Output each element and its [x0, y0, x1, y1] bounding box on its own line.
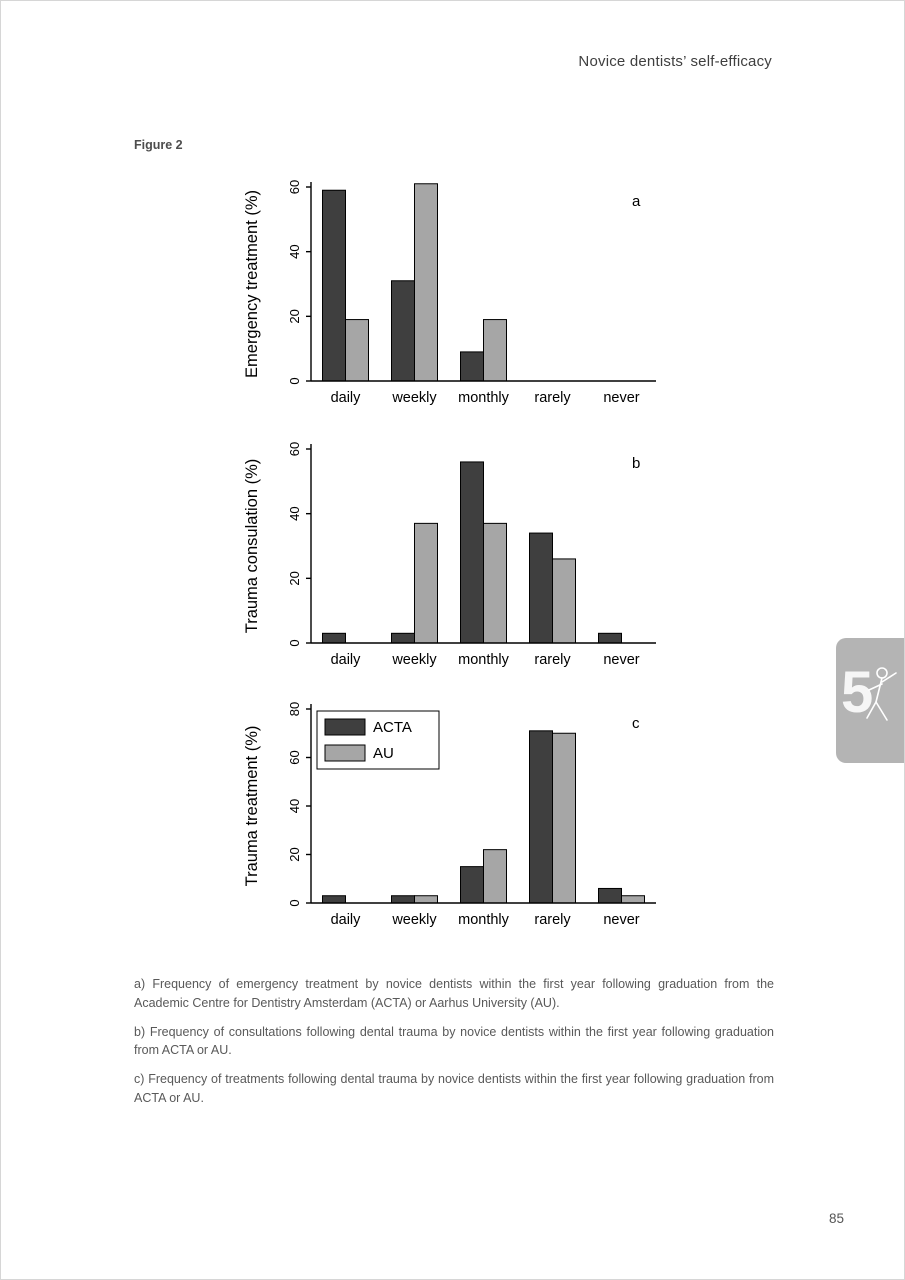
x-category-label: monthly [458, 652, 509, 668]
y-tick-label: 60 [287, 179, 302, 195]
y-tick-label: 20 [287, 571, 302, 586]
y-tick-label: 0 [287, 899, 302, 907]
x-category-label: monthly [458, 390, 509, 406]
caption-c: c) Frequency of treatments following dental trauma by novice dentists within the first year following graduation from ACTA or AU. [134, 1072, 774, 1105]
y-axis-title: Trauma consulation (%) [243, 458, 261, 634]
caption-a: a) Frequency of emergency treatment by novice dentists within the first year following graduation from the Academic Centre for Dentistry Amsterdam (ACTA) or Aarhus University (AU). [134, 977, 774, 1010]
bar-ACTA-monthly [461, 462, 484, 643]
x-category-label: daily [330, 912, 361, 928]
y-axis-title: Trauma treatment (%) [243, 725, 261, 887]
x-category-label: rarely [534, 652, 571, 668]
x-category-label: never [603, 390, 640, 406]
chapter-tab [836, 638, 904, 763]
panel-label: a [632, 193, 641, 210]
bar-ACTA-weekly [392, 281, 415, 381]
bar-AU-weekly [415, 523, 438, 643]
y-tick-label: 0 [287, 639, 302, 647]
bar-ACTA-daily [323, 633, 346, 643]
y-axis-title: Emergency treatment (%) [243, 190, 261, 378]
y-tick-label: 0 [287, 377, 302, 385]
bar-ACTA-daily [323, 190, 346, 381]
x-category-label: weekly [392, 652, 437, 668]
figure-captions [134, 975, 774, 1118]
y-tick-label: 60 [287, 750, 302, 765]
bar-ACTA-rarely [530, 731, 553, 903]
bar-ACTA-monthly [461, 352, 484, 381]
bar-ACTA-daily [323, 896, 346, 903]
bar-ACTA-never [599, 633, 622, 643]
chart-trauma-consultation [241, 431, 671, 683]
bar-AU-rarely [553, 559, 576, 643]
legend-label-AU: AU [373, 745, 394, 762]
panel-label: c [632, 715, 640, 732]
x-category-label: rarely [534, 912, 571, 928]
bar-ACTA-weekly [392, 896, 415, 903]
legend-swatch-ACTA [325, 719, 365, 735]
x-category-label: daily [330, 652, 361, 668]
x-category-label: monthly [458, 912, 509, 928]
x-category-label: weekly [392, 912, 437, 928]
y-tick-label: 60 [287, 441, 302, 457]
bar-ACTA-never [599, 888, 622, 903]
page-number: 85 [828, 1211, 844, 1226]
caption-b: b) Frequency of consultations following dental trauma by novice dentists within the first year following graduation from ACTA or AU. [134, 1024, 774, 1058]
bar-ACTA-rarely [530, 533, 553, 643]
bar-AU-monthly [484, 320, 507, 381]
bar-ACTA-weekly [392, 633, 415, 643]
y-tick-label: 20 [287, 847, 302, 862]
y-tick-label: 40 [287, 506, 302, 521]
bar-AU-weekly [415, 896, 438, 903]
y-tick-label: 80 [287, 701, 302, 717]
bar-AU-monthly [484, 523, 507, 643]
x-category-label: never [603, 652, 640, 668]
bar-AU-weekly [415, 184, 438, 381]
stick-figure-icon [861, 660, 901, 744]
x-category-label: rarely [534, 390, 571, 406]
x-category-label: daily [330, 390, 361, 406]
x-category-label: never [603, 912, 640, 928]
panel-label: b [632, 455, 641, 472]
bar-AU-daily [346, 320, 369, 381]
bar-AU-never [622, 896, 645, 903]
chapter-number: 5 [841, 660, 874, 725]
running-header: Novice dentists’ self-efficacy [578, 53, 772, 70]
bar-AU-monthly [484, 850, 507, 903]
y-tick-label: 20 [287, 309, 302, 324]
chart-emergency-treatment [241, 169, 671, 421]
legend-label-ACTA: ACTA [373, 719, 412, 736]
figure-label: Figure 2 [134, 138, 183, 152]
bar-AU-rarely [553, 733, 576, 903]
legend-swatch-AU [325, 745, 365, 761]
chart-trauma-treatment [241, 691, 671, 943]
bar-ACTA-monthly [461, 867, 484, 903]
y-tick-label: 40 [287, 244, 302, 259]
y-tick-label: 40 [287, 798, 302, 814]
x-category-label: weekly [392, 390, 437, 406]
